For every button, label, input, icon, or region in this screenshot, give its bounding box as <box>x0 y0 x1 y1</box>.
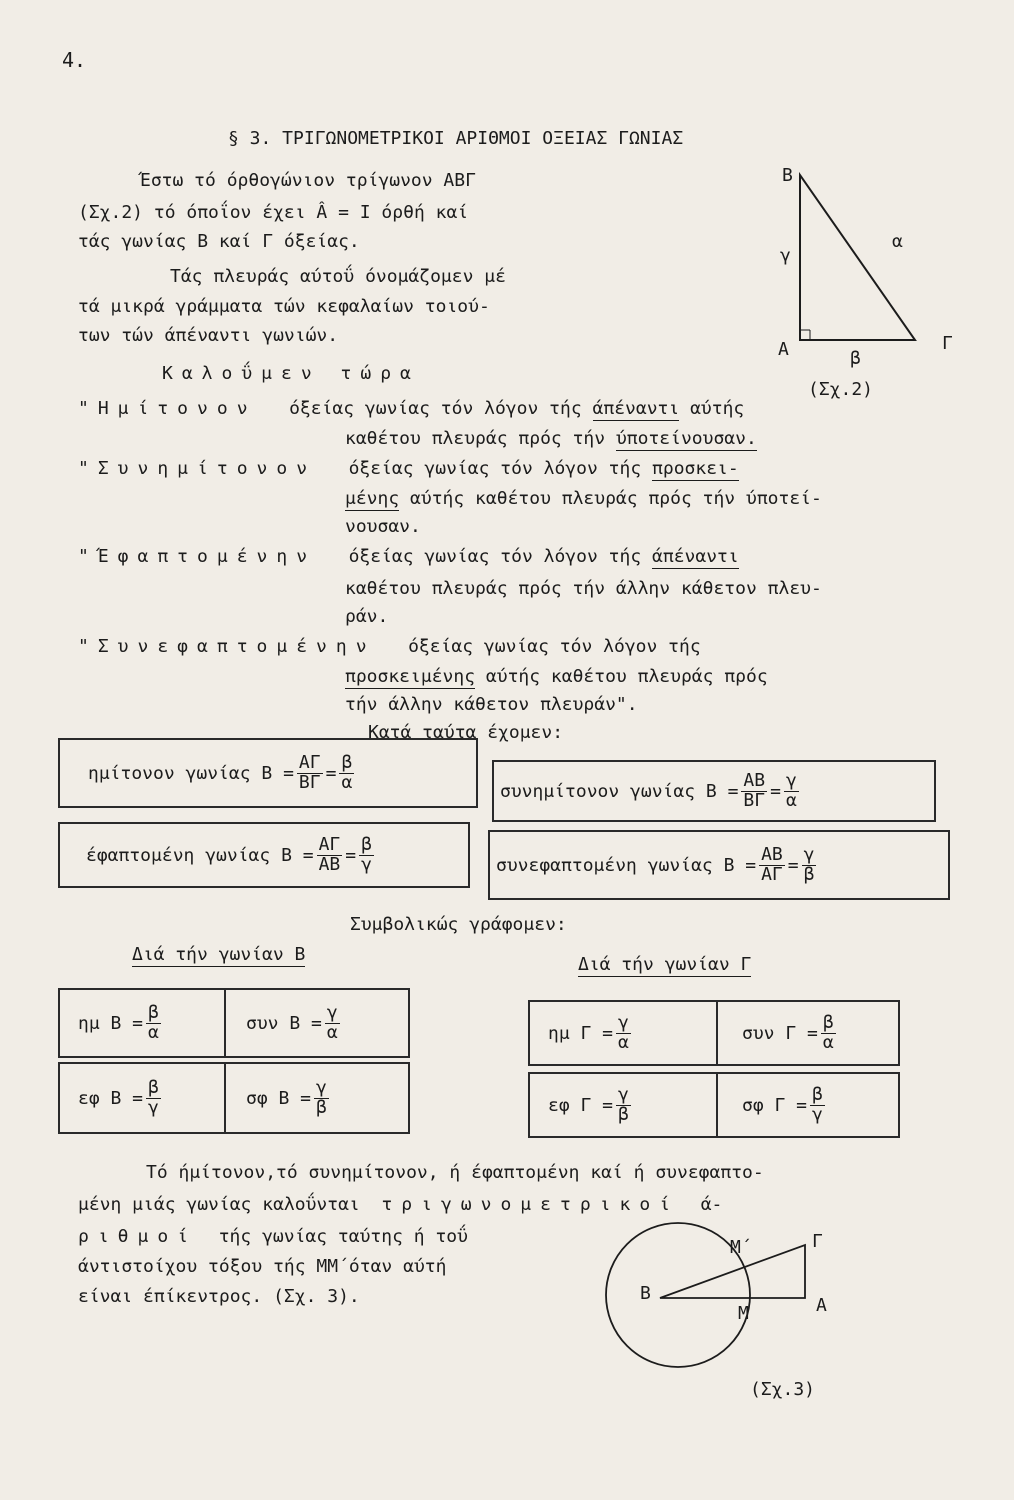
kata-tauta: Κατά ταύτα έχομεν: <box>368 722 564 743</box>
underlined-word: άπέναντι <box>652 546 739 567</box>
definition-line <box>345 430 757 448</box>
frac-den: α <box>326 1021 338 1043</box>
frac-num: β <box>341 751 353 773</box>
definition-line <box>78 638 701 656</box>
frac-den: γ <box>812 1103 823 1125</box>
closing-line: Τό ήμίτονον,τό συνημίτονον, ή έφαπτομένη καί ή συνεφαπτο- <box>146 1162 764 1183</box>
dia-g-text: Διά τήν γωνίαν Γ <box>578 954 752 975</box>
intro-line: τά μικρά γράμματα τών κεφαλαίων τοιού- <box>78 296 490 317</box>
frac-den: ΒΓ <box>743 789 766 811</box>
equals-sign: = <box>770 780 781 802</box>
closing-text: ά- <box>700 1194 723 1215</box>
equals-sign: = <box>345 844 357 866</box>
symbol-ef-b <box>78 1064 164 1132</box>
frac-den: ΑΓ <box>761 863 783 885</box>
underlined-word: ύποτείνουσαν. <box>615 428 757 449</box>
definition-line <box>78 460 739 478</box>
side-label-b: β <box>850 348 861 369</box>
figure-caption: (Σχ.3) <box>750 1379 816 1400</box>
symbol-table-g-row1 <box>528 1000 900 1066</box>
frac-num: ΑΒ <box>743 769 766 791</box>
dia-g-heading <box>578 956 751 974</box>
section-heading: § 3. ΤΡΙΓΩΝΟΜΕΤΡΙΚΟΙ ΑΡΙΘΜΟΙ ΟΞΕΙΑΣ ΓΩΝΙΑΣ <box>228 128 684 149</box>
symbol-label: εφ Γ = <box>548 1094 614 1116</box>
symbol-label: ημ Γ = <box>548 1022 614 1044</box>
formula <box>86 824 377 886</box>
symbol-label: εφ Β = <box>78 1087 144 1109</box>
symbol-table-b-row1 <box>58 988 410 1058</box>
definition-text: ράν. <box>345 606 389 627</box>
closing-line: άντιστοίχου τόξου τής ΜΜ΄όταν αύτή <box>78 1256 447 1277</box>
symbol-label: σφ Γ = <box>742 1094 808 1116</box>
page-number: 4. <box>62 48 87 72</box>
symbol-label: σφ Β = <box>246 1087 312 1109</box>
symbolikos-heading: Συμβολικώς γράφομεν: <box>350 914 567 935</box>
frac-den: β <box>618 1103 629 1125</box>
formula <box>496 832 819 898</box>
figure-2-triangle <box>770 165 970 405</box>
frac-num: γ <box>618 1011 629 1033</box>
formula-box-hm <box>58 738 478 808</box>
frac-den: β <box>316 1096 327 1118</box>
symbol-hm-g <box>548 1002 634 1064</box>
frac-den: γ <box>148 1096 159 1118</box>
formula-box-ef <box>58 822 470 888</box>
formula-label: ημίτονον γωνίας Β = <box>88 762 294 784</box>
definition-text: αύτής <box>690 398 745 419</box>
symbol-sf-b <box>246 1064 332 1132</box>
formula <box>500 762 802 820</box>
frac-den: ΒΓ <box>298 771 321 793</box>
definition-text: όξείας γωνίας τόν λόγον τής <box>408 636 701 657</box>
label-m-prime: Μ΄ <box>730 1237 752 1258</box>
term-efaptomeni: "Έφαπτομένην <box>78 546 317 567</box>
definition-text: όξείας γωνίας τόν λόγον τής <box>348 546 642 567</box>
figure-3-circle <box>600 1215 860 1425</box>
term-arithmoi: ριθμοί <box>78 1226 198 1247</box>
definition-text: νουσαν. <box>345 516 421 537</box>
formula-box-syn <box>492 760 936 822</box>
label-b: Β <box>640 1283 651 1304</box>
underlined-word: προσκει- <box>652 458 739 479</box>
intro-line: τάς γωνίας Β καί Γ όξείας. <box>78 231 360 252</box>
frac-num: γ <box>326 1001 338 1023</box>
symbol-sf-g <box>742 1074 828 1136</box>
symbol-label: συν Β = <box>246 1012 322 1034</box>
intro-line: Έστω τό όρθογώνιον τρίγωνον ΑΒΓ <box>140 170 476 191</box>
definition-line <box>78 400 744 418</box>
frac-den: α <box>822 1031 834 1053</box>
definitions-intro: Καλοΰμεν τώρα <box>162 363 420 384</box>
symbol-hm-b <box>78 990 164 1056</box>
frac-num: β <box>822 1011 834 1033</box>
formula-label: έφαπτομένη γωνίας Β = <box>86 844 314 866</box>
definition-text: τήν άλλην κάθετον πλευράν". <box>345 694 638 715</box>
symbol-syn-g <box>742 1002 839 1064</box>
definition-text: όξείας γωνίας τόν λόγον τής <box>348 458 642 479</box>
intro-line: των τών άπέναντι γωνιών. <box>78 325 339 346</box>
frac-num: β <box>148 1076 159 1098</box>
definition-text: αύτής καθέτου πλευράς πρός τήν ύποτεί- <box>410 488 822 509</box>
term-trigonometrikoi: τριγωνομετρικοί <box>381 1194 680 1215</box>
vertex-label-a: Α <box>778 339 789 360</box>
closing-line: είναι έπίκεντρος. (Σχ. 3). <box>78 1286 360 1307</box>
label-a: Α <box>816 1295 827 1316</box>
underlined-word: άπέναντι <box>592 398 680 419</box>
frac-num: ΑΓ <box>298 751 321 773</box>
frac-num: γ <box>803 843 815 865</box>
equals-sign: = <box>325 762 337 784</box>
frac-num: γ <box>785 769 797 791</box>
term-synefaptomeni: "Συνεφαπτομένην <box>78 636 376 657</box>
term-hmitonon: "Ημίτονον <box>78 398 257 419</box>
label-m: Μ <box>738 1303 749 1324</box>
frac-den: α <box>148 1021 159 1043</box>
definition-line <box>345 490 822 508</box>
equals-sign: = <box>787 854 799 876</box>
definition-line <box>345 668 768 686</box>
definition-text: καθέτου πλευράς πρός τήν άλλην κάθετον πλευ- <box>345 578 822 599</box>
figure-caption: (Σχ.2) <box>808 379 874 400</box>
frac-den: β <box>803 863 815 885</box>
definition-text: αύτής καθέτου πλευράς πρός <box>485 666 768 687</box>
side-label-a: α <box>892 231 903 252</box>
frac-den: α <box>341 771 353 793</box>
symbol-syn-b <box>246 990 343 1056</box>
underlined-word: προσκειμένης <box>345 666 476 687</box>
frac-num: β <box>812 1083 823 1105</box>
term-synhmitonon: "Συνημίτονον <box>78 458 317 479</box>
definition-text: όξείας γωνίας τόν λόγον τής <box>289 398 582 419</box>
side-label-g: γ <box>780 245 791 266</box>
frac-num: γ <box>316 1076 327 1098</box>
closing-line <box>78 1228 468 1246</box>
symbol-label: ημ Β = <box>78 1012 144 1034</box>
frac-den: α <box>618 1031 629 1053</box>
frac-den: ΑΒ <box>318 853 341 875</box>
vertex-label-b: Β <box>782 165 793 186</box>
dia-b-heading <box>132 946 305 964</box>
formula-box-synef <box>488 830 950 900</box>
closing-text: τής γωνίας ταύτης ή τοΰ <box>218 1226 468 1247</box>
symbol-table-g-row2 <box>528 1072 900 1138</box>
frac-num: β <box>148 1001 159 1023</box>
underlined-word: μένης <box>345 488 400 509</box>
definition-text: καθέτου πλευράς πρός τήν <box>345 428 606 449</box>
vertex-label-g: Γ <box>942 333 953 354</box>
formula-label: συνημίτονον γωνίας Β = <box>500 780 739 802</box>
frac-num: ΑΓ <box>318 833 341 855</box>
closing-line <box>78 1196 722 1214</box>
frac-num: β <box>361 833 372 855</box>
frac-den: γ <box>361 853 372 875</box>
symbol-ef-g <box>548 1074 634 1136</box>
formula-label: συνεφαπτομένη γωνίας Β = <box>496 854 757 876</box>
intro-line: Τάς πλευράς αύτοΰ όνομάζομεν μέ <box>170 266 506 287</box>
frac-num: γ <box>618 1083 629 1105</box>
label-g: Γ <box>812 1231 823 1252</box>
symbol-table-b-row2 <box>58 1062 410 1134</box>
frac-num: ΑΒ <box>761 843 783 865</box>
closing-text: μένη μιάς γωνίας καλοΰνται <box>78 1194 360 1215</box>
dia-b-text: Διά τήν γωνίαν Β <box>132 944 306 965</box>
triangle-drawing <box>770 165 970 405</box>
definition-line <box>78 548 739 566</box>
symbol-label: συν Γ = <box>742 1022 818 1044</box>
intro-line: (Σχ.2) τό όποΐον έχει Â = Ι όρθή καί <box>78 202 469 223</box>
frac-den: α <box>785 789 797 811</box>
formula <box>88 740 357 806</box>
